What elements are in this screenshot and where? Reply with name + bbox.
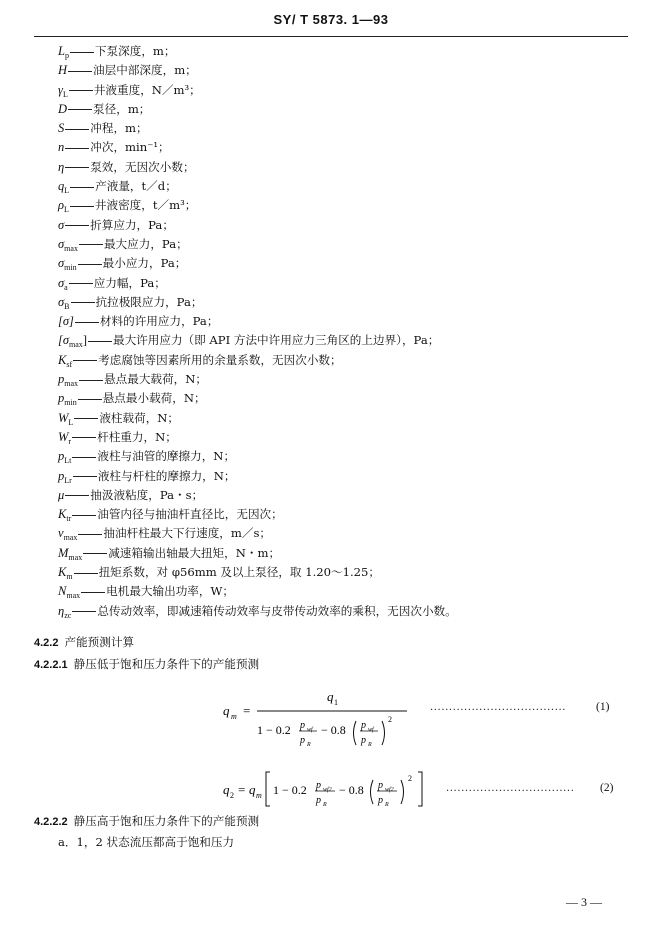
definition-description: 电机最大输出功率，W； (106, 584, 234, 599)
definition-row (58, 428, 638, 447)
em-dash-separator (68, 109, 92, 110)
svg-text:2: 2 (388, 715, 392, 724)
definition-row (58, 42, 638, 61)
em-dash-separator (81, 592, 105, 593)
definition-row (58, 177, 638, 196)
definition-row (58, 544, 638, 563)
svg-text:− 0.8: − 0.8 (339, 783, 364, 797)
em-dash-separator (79, 244, 103, 245)
svg-text:p: p (361, 720, 366, 731)
svg-text:2: 2 (408, 774, 412, 783)
definition-row (58, 351, 638, 370)
definition-symbol: $W_r$ (58, 429, 72, 446)
svg-text:q: q (249, 782, 256, 797)
svg-text:p: p (316, 780, 321, 791)
em-dash-separator (72, 437, 96, 438)
page-number: — 3 — (566, 895, 602, 909)
svg-text:p: p (316, 795, 321, 806)
em-dash-separator (69, 283, 93, 284)
definition-symbol: $\sigma_a$ (58, 275, 68, 292)
document-header: SY/ T 5873. 1—93 (273, 12, 389, 27)
definition-description: 杆柱重力，N； (97, 429, 177, 444)
definition-symbol: $\eta_{zc}$ (58, 603, 72, 620)
em-dash-separator (78, 399, 102, 400)
definition-symbol: $M_{max}$ (58, 545, 83, 562)
definition-description: 油管内径与抽油杆直径比，无因次； (97, 507, 283, 522)
svg-text:R: R (323, 802, 327, 808)
definition-symbol: μ (58, 487, 65, 502)
definition-row (58, 312, 638, 331)
svg-text:q: q (327, 689, 334, 704)
definition-row (58, 505, 638, 524)
definition-row (58, 293, 638, 312)
definition-description: 下泵深度，m； (94, 44, 176, 58)
definition-symbol: [σ] (58, 314, 74, 329)
svg-text:q: q (223, 703, 230, 718)
em-dash-separator (65, 225, 89, 226)
em-dash-separator (79, 380, 103, 381)
definition-row (58, 389, 638, 408)
definition-description: 液柱载荷，N； (99, 410, 180, 425)
definition-description: 最大应力，Pa； (103, 236, 188, 251)
list-item-a: a．1，2 状态流压都高于饱和压力 (58, 835, 235, 849)
definition-row (58, 100, 638, 119)
definition-row (58, 602, 638, 621)
svg-text:R: R (368, 742, 372, 748)
definition-symbol: $L_p$ (58, 44, 69, 60)
definition-row (58, 274, 638, 293)
em-dash-separator (75, 322, 99, 323)
definition-symbol: $\sigma_B$ (58, 294, 70, 311)
em-dash-separator (78, 264, 102, 265)
header-rule (34, 36, 628, 37)
em-dash-separator (83, 553, 107, 554)
definition-row (58, 254, 638, 273)
em-dash-separator (65, 148, 89, 149)
definition-symbol: η (58, 159, 65, 174)
svg-text:q: q (223, 782, 230, 797)
definition-symbol: D (58, 101, 68, 116)
equation-1-leader-dots: .................................... (430, 702, 567, 713)
em-dash-separator (70, 187, 94, 188)
definition-description: 液柱与油管的摩擦力，N； (97, 449, 236, 464)
definition-description: 悬点最小载荷，N； (102, 391, 206, 406)
svg-text:2: 2 (230, 791, 234, 800)
definition-symbol: $K_{sf}$ (58, 352, 73, 369)
definition-symbol: $v_{max}$ (58, 526, 78, 543)
definition-description: 液柱与杆柱的摩擦力，N； (97, 468, 236, 483)
equation-1 (215, 684, 415, 754)
svg-text:p: p (300, 720, 305, 731)
em-dash-separator (72, 611, 96, 612)
definition-symbol: H (58, 63, 68, 78)
definition-row (58, 81, 638, 100)
definition-description: 悬点最大载荷，N； (104, 372, 207, 387)
definition-symbol: $N_{max}$ (58, 584, 81, 601)
em-dash-separator (88, 341, 112, 342)
em-dash-separator (73, 476, 97, 477)
svg-text:1 − 0.2: 1 − 0.2 (257, 723, 291, 737)
section-heading-4-2-2: 4.2.2 产能预测计算 (34, 635, 135, 649)
definition-symbol: $q_L$ (58, 179, 70, 196)
definition-symbol: $p_{Lr}$ (58, 468, 72, 485)
definition-row (58, 447, 638, 466)
definition-symbol: $\gamma_L$ (58, 82, 68, 99)
definition-description: 井液重度，N／m³； (93, 82, 201, 97)
section-heading-4-2-2-1: 4.2.2.1 静压低于饱和压力条件下的产能预测 (34, 657, 260, 671)
definition-row (58, 119, 638, 138)
definition-row (58, 235, 638, 254)
definition-symbol: $\sigma_{max}$ (58, 236, 78, 253)
definition-row (58, 467, 638, 486)
svg-text:wf: wf (368, 727, 374, 733)
em-dash-separator (71, 302, 95, 303)
em-dash-separator (68, 71, 92, 72)
equation-1-number: (1) (596, 701, 610, 713)
section-heading-4-2-2-2: 4.2.2.2 静压高于饱和压力条件下的产能预测 (34, 814, 260, 828)
definition-description: 最小应力，Pa； (102, 256, 187, 271)
definition-row (58, 61, 638, 80)
definition-symbol: $p_{min}$ (58, 391, 77, 408)
definition-description: 抗拉极限应力，Pa； (95, 294, 203, 309)
definition-symbol: $p_{max}$ (58, 372, 79, 389)
definition-row (58, 196, 638, 215)
equation-2 (215, 764, 435, 812)
definition-description: 材料的许用应力，Pa； (99, 314, 219, 329)
em-dash-separator (70, 206, 94, 207)
svg-text:1 − 0.2: 1 − 0.2 (273, 783, 307, 797)
definition-row (58, 524, 638, 543)
definition-row (58, 370, 638, 389)
definition-description: 冲程，m； (90, 121, 148, 136)
definition-description: 冲次，min⁻¹； (90, 140, 170, 155)
svg-text:R: R (385, 802, 389, 808)
svg-text:=: = (243, 703, 251, 718)
svg-text:− 0.8: − 0.8 (321, 723, 346, 737)
equation-2-number: (2) (600, 782, 614, 794)
svg-text:1: 1 (334, 698, 338, 707)
em-dash-separator (70, 52, 94, 53)
definition-row (58, 409, 638, 428)
definition-symbol: $K_{tr}$ (58, 507, 72, 524)
definition-description: 考虑腐蚀等因素所用的余量系数，无因次小数； (98, 352, 342, 367)
definition-description: 产液量，t／d； (95, 179, 177, 194)
definition-description: 最大许用应力（即 API 方法中许用应力三角区的上边界），Pa； (112, 333, 440, 348)
em-dash-separator (65, 495, 89, 496)
definition-row (58, 563, 638, 582)
definition-description: 减速箱输出轴最大扭矩，N・m； (108, 545, 281, 560)
symbol-definitions-list (58, 42, 638, 621)
definition-symbol: $\sigma_{min}$ (58, 256, 77, 273)
definition-symbol: $p_{Lt}$ (58, 449, 72, 466)
definition-symbol: $W_L$ (58, 410, 74, 427)
em-dash-separator (65, 167, 89, 168)
em-dash-separator (74, 418, 98, 419)
definition-row (58, 331, 638, 350)
definition-symbol: σ (58, 217, 65, 232)
em-dash-separator (78, 534, 102, 535)
svg-text:m: m (256, 791, 262, 800)
definition-symbol: $[\sigma_{max}]$ (58, 333, 87, 350)
svg-text:p: p (300, 735, 305, 746)
definition-row (58, 138, 638, 157)
svg-text:wf2: wf2 (385, 787, 394, 793)
em-dash-separator (73, 360, 97, 361)
definition-row (58, 582, 638, 601)
svg-text:=: = (238, 782, 246, 797)
svg-text:R: R (307, 742, 311, 748)
svg-text:m: m (231, 712, 237, 721)
em-dash-separator (72, 457, 96, 458)
definition-row (58, 216, 638, 235)
definition-symbol: $K_m$ (58, 565, 73, 582)
definition-description: 应力幅，Pa； (93, 275, 166, 290)
definition-symbol: S (58, 121, 65, 136)
definition-description: 抽油杆柱最大下行速度，m／s； (103, 526, 272, 541)
definition-description: 总传动效率，即减速箱传动效率与皮带传动效率的乘积，无因次小数。 (97, 603, 457, 618)
equation-2-leader-dots: .................................. (446, 783, 575, 794)
definition-description: 泵径，m； (93, 101, 151, 116)
definition-row (58, 486, 638, 505)
svg-text:wf: wf (307, 727, 313, 733)
definition-description: 泵效，无因次小数； (90, 159, 195, 174)
definition-description: 抽汲液粘度，Pa・s； (90, 487, 204, 502)
definition-description: 井液密度，t／m³； (94, 198, 197, 213)
em-dash-separator (74, 573, 98, 574)
definition-symbol: n (58, 140, 65, 155)
svg-text:wf2: wf2 (323, 787, 332, 793)
definition-description: 油层中部深度，m； (93, 63, 197, 78)
svg-text:p: p (378, 795, 383, 806)
definition-row (58, 158, 638, 177)
definition-description: 扭矩系数，对 φ56mm 及以上泵径，取 1.20～1.25； (98, 565, 381, 580)
svg-text:p: p (361, 735, 366, 746)
definition-symbol: $\rho_L$ (58, 198, 69, 215)
definition-description: 折算应力，Pa； (90, 217, 174, 232)
em-dash-separator (65, 129, 89, 130)
svg-text:p: p (378, 780, 383, 791)
em-dash-separator (69, 90, 93, 91)
em-dash-separator (72, 515, 96, 516)
